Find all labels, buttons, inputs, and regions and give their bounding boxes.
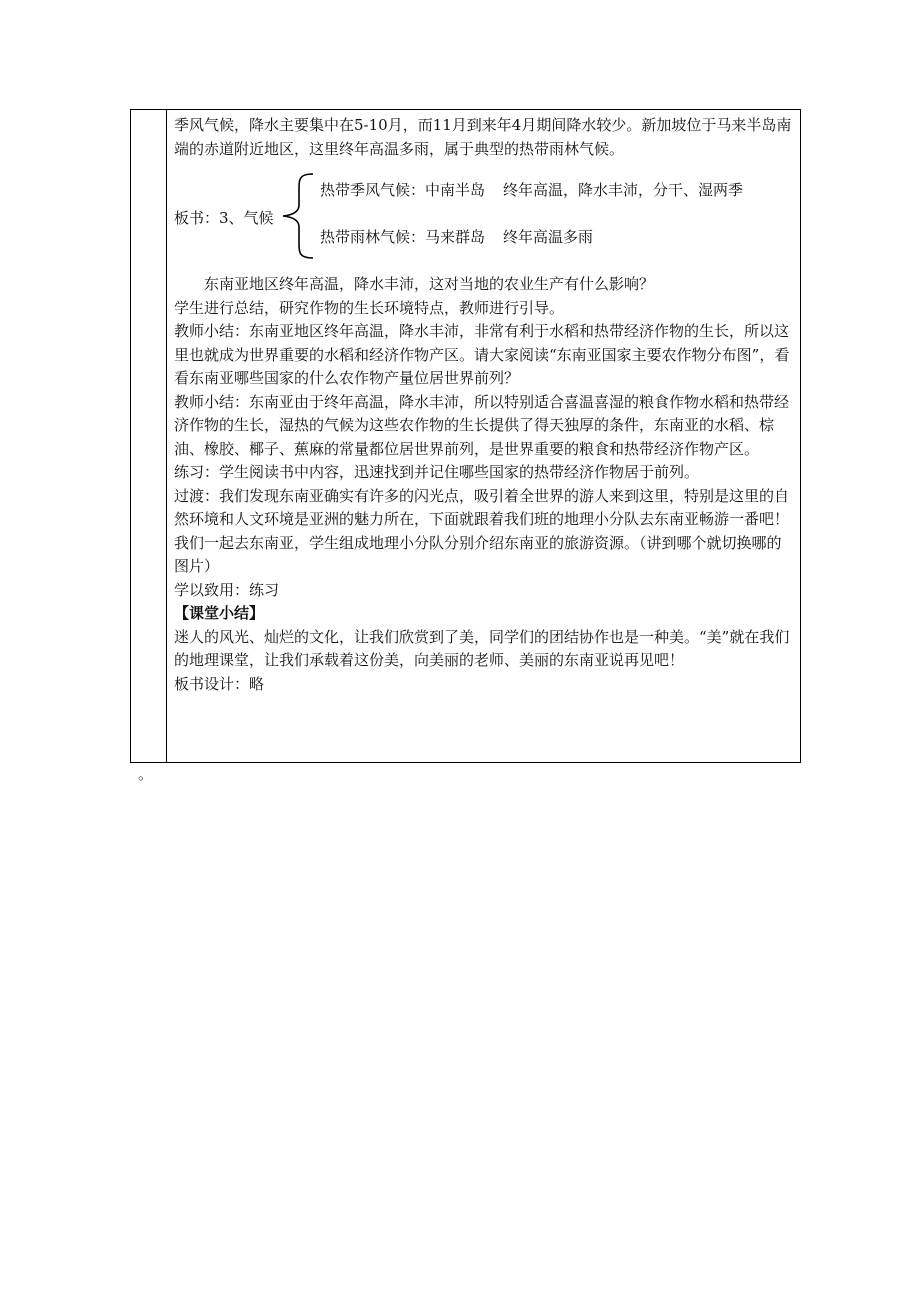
- trailing-period: 。: [138, 765, 154, 783]
- teacher-summary-2: 教师小结：东南亚由于终年高温，降水丰沛，所以特别适合喜温喜湿的粮食作物水稻和热带经济作物的生长，湿热的气候为这些农作物的生长提供了得天独厚的条件，东南亚的水稻、棕油、橡胶、椰子、蕉麻的常量都位居世界前列，是世界重要的粮食和热带经济作物产区。: [174, 392, 790, 458]
- board-label: 板书：3、气候: [174, 209, 274, 227]
- practice-paragraph: 学以致用：练习: [174, 580, 280, 599]
- tour-paragraph: 我们一起去东南亚，学生组成地理小分队分别介绍东南亚的旅游资源。（讲到哪个就切换哪的图片）: [174, 533, 782, 575]
- class-summary-heading: 【课堂小结】: [174, 604, 265, 622]
- column-divider: [166, 110, 167, 762]
- exercise-paragraph: 练习：学生阅读书中内容，迅速找到并记住哪些国家的热带经济作物居于前列。: [174, 463, 700, 481]
- board-line-monsoon-features: 终年高温，降水丰沛，分干、湿两季: [503, 181, 744, 199]
- question-paragraph: 东南亚地区终年高温，降水丰沛，这对当地的农业生产有什么影响？: [204, 275, 655, 293]
- student-summary: 学生进行总结，研究作物的生长环境特点，教师进行引导。: [174, 298, 565, 317]
- board-line-monsoon-type: 热带季风气候：中南半岛: [320, 181, 486, 199]
- blackboard-outline: [174, 169, 794, 269]
- board-line-rainforest: [320, 226, 593, 250]
- board-line-monsoon: [320, 179, 743, 203]
- lesson-content-cell: [174, 114, 794, 696]
- board-line-rainforest-type: 热带雨林气候：马来群岛: [320, 228, 486, 246]
- transition-paragraph: 过渡：我们发现东南亚确实有许多的闪光点，吸引着全世界的游人来到这里，特别是这里的自然环境和人文环境是亚洲的魅力所在，下面就跟着我们班的地理小分队去东南亚畅游一番吧！: [174, 486, 790, 528]
- board-design: 板书设计：略: [174, 674, 265, 693]
- board-line-rainforest-features: 终年高温多雨: [503, 228, 594, 246]
- curly-brace-icon: [277, 171, 317, 261]
- closing-paragraph: 迷人的风光、灿烂的文化，让我们欣赏到了美，同学们的团结协作也是一种美。“美”就在我们的地理课堂，让我们承载着这份美，向美丽的老师、美丽的东南亚说再见吧！: [174, 627, 790, 669]
- climate-paragraph: 季风气候，降水主要集中在5-10月，而11月到来年4月期间降水较少。新加坡位于马来半岛南端的赤道附近地区，这里终年高温多雨，属于典型的热带雨林气候。: [174, 116, 792, 158]
- lesson-table: [130, 109, 801, 763]
- teacher-summary-1: 教师小结：东南亚地区终年高温，降水丰沛，非常有利于水稻和热带经济作物的生长，所以这里也就成为世界重要的水稻和经济作物产区。请大家阅读“东南亚国家主要农作物分布图”，看看东南亚哪些国家的什么农作物产量位居世界前列？: [174, 322, 790, 387]
